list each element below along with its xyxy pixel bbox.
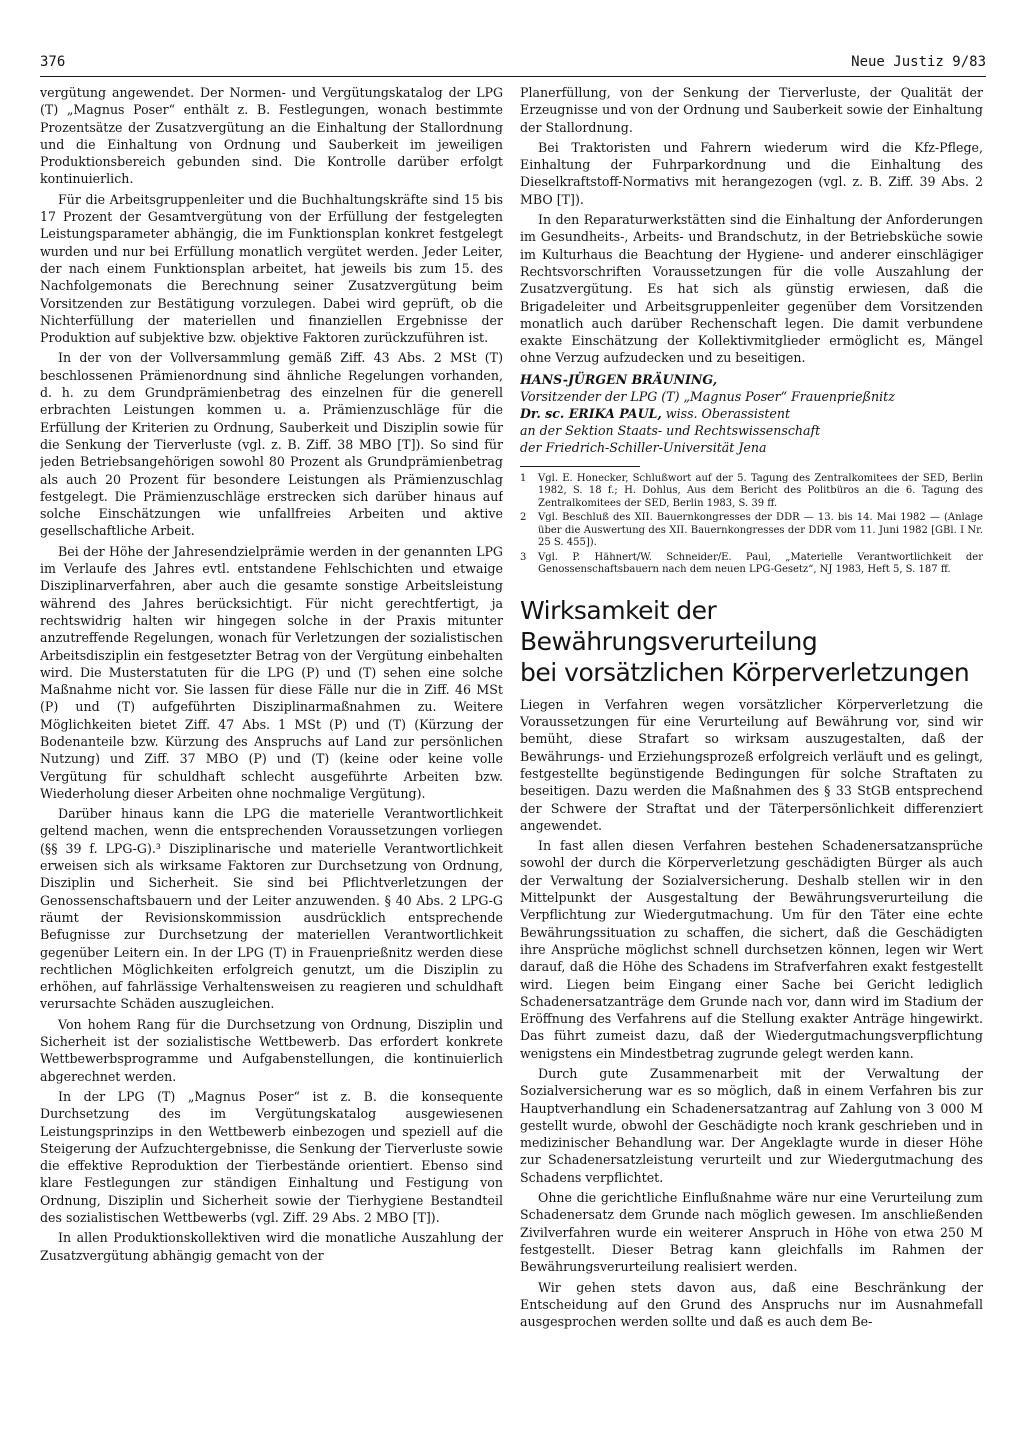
author-affiliation: der Friedrich-Schiller-Universität Jena (520, 439, 767, 455)
footnote-text: Vgl. P. Hähnert/W. Schneider/E. Paul, „Materielle Verantwortlichkeit der Genossenschaftsbauern nach dem neuen LPG-Gesetz“, NJ 1983, Heft 5, S. 187 ff. (538, 551, 983, 576)
paragraph: Liegen in Verfahren wegen vorsätzlicher Körperverletzung die Voraussetzungen für eine Verurteilung auf Bewährung vor, sind wir bemüht, diese Strafart so wirksam auszugestalten, daß der Bewährungs- und Erziehungsprozeß erfolgreich verläuft und es gelingt, festgestellte begünstigende Bedingungen für solche Straftaten zu beseitigen. Dazu werden die Maßnahmen des § 33 StGB entsprechend der Schwere der Straftat und der Täterpersönlichkeit differenziert angewendet. (520, 696, 983, 833)
journal-issue: Neue Justiz 9/83 (851, 54, 986, 70)
paragraph: Darüber hinaus kann die LPG die materielle Verantwortlichkeit geltend machen, wenn die entsprechenden Voraussetzungen vorliegen (§§ 39 f. LPG-G).³ Disziplinarische und materielle Verantwortlichkeit erweisen sich als wirksame Faktoren zur Durchsetzung von Ordnung, Disziplin und Sicherheit. Sie sind bei Pflichtverletzungen der Genossenschaftsbauern und der Leiter anzuwenden. § 40 Abs. 2 LPG-G räumt der Revisionskommission ausdrücklich entsprechende Befugnisse zur Durchsetzung der materiellen Verantwortlichkeit gegenüber Leitern ein. In der LPG (T) in Frauenprießnitz werden diese rechtlichen Möglichkeiten erfolgreich genutzt, um die Disziplin zu erhöhen, auf fahrlässige Verhaltensweisen zu reagieren und schuldhaft verursachte Schäden auszugleichen. (40, 806, 503, 1012)
paragraph: vergütung angewendet. Der Normen- und Vergütungskatalog der LPG (T) „Magnus Poser“ enthält z. B. Festlegungen, wonach bestimmte Prozentsätze der Zusatzvergütung an die Einhaltung der Stallordnung und die Einhaltung von Ordnung und Sauberkeit im jeweiligen Produktionsbereich gebunden sind. Die Kontrolle darüber erfolgt kontinuierlich. (40, 85, 503, 187)
author-name: HANS-JÜRGEN BRÄUNING, (520, 371, 718, 387)
paragraph: Von hohem Rang für die Durchsetzung von Ordnung, Disziplin und Sicherheit ist der sozialistische Wettbewerb. Das erfordert konkrete Wettbewerbsprogramme und Aufgabenstellungen, die kontinuierlich abgerechnet werden. (40, 1016, 503, 1084)
footnote-number: 1 (520, 472, 527, 484)
header-rule (40, 76, 986, 77)
article-title-line: Wirksamkeit der Bewährungsverurteilung (520, 595, 818, 656)
paragraph: Bei Traktoristen und Fahrern wiederum wird die Kfz-Pflege, Einhaltung der Fuhrparkordnung und die Einhaltung des Dieselkraftstoff-Normativs mit herangezogen (vgl. z. B. Ziff. 39 Abs. 2 MBO [T]). (520, 139, 983, 207)
article-title-line: bei vorsätzlichen Körperverletzungen (520, 657, 970, 687)
author-signature (520, 371, 983, 456)
author-role: wiss. Oberassistent (661, 405, 791, 421)
paragraph: Durch gute Zusammenarbeit mit der Verwaltung der Sozialversicherung war es so möglich, daß in einem Verfahren bis zur Hauptverhandlung ein Schadenersatzantrag auf Zahlung von 3 000 M gestellt wurde, obwohl der Geschädigte noch krank geschrieben und in medizinischer Behandlung war. Der Angeklagte wurde in dieser Höhe zur Schadenersatzleistung verurteilt und zur Wiedergutmachung des Schadens verpflichtet. (520, 1065, 983, 1185)
footnote-text: Vgl. Beschluß des XII. Bauernkongresses der DDR — 13. bis 14. Mai 1982 — (Anlage über die Auswertung des XII. Bauernkongresses der DDR vom 11. Juni 1982 [GBl. I Nr. 25 S. 455]). (538, 512, 983, 549)
author-name: Dr. sc. ERIKA PAUL, (520, 405, 662, 421)
left-column (40, 84, 503, 1434)
page-number: 376 (40, 54, 66, 70)
paragraph: In den Reparaturwerkstätten sind die Einhaltung der Anforderungen im Gesundheits-, Arbeits- und Brandschutz, in der Betriebsküche sowie im Kulturhaus die Beachtung der Hygiene- und anderer einschlägiger Rechtsvorschriften Voraussetzungen für die volle Auszahlung der Zusatzvergütung. Es hat sich als günstig erwiesen, daß die Brigadeleiter und Arbeitsgruppenleiter gegenüber dem Vorsitzenden monatlich auch darüber Rechenschaft legen. Die damit verbundene exakte Einschätzung der Kollektivmitglieder ermöglicht es, Mängel ohne Verzug aufzudecken und zu beseitigen. (520, 212, 983, 366)
footnote-number: 2 (520, 512, 527, 524)
page (40, 48, 986, 1438)
footnote-number: 3 (520, 551, 527, 563)
paragraph: Ohne die gerichtliche Einflußnahme wäre nur eine Verurteilung zum Schadenersatz dem Grunde nach möglich gewesen. Im anschließenden Zivilverfahren wurde ein weiterer Anspruch in Höhe von etwa 250 M festgestellt. Dieser Betrag kann gleichfalls im Rahmen der Bewährungsverurteilung realisiert werden. (520, 1190, 983, 1275)
article-title (520, 595, 983, 688)
author-affiliation: an der Sektion Staats- und Rechtswissenschaft (520, 422, 821, 438)
paragraph: In allen Produktionskollektiven wird die monatliche Auszahlung der Zusatzvergütung abhängig gemacht von der (40, 1230, 503, 1263)
footnote-rule (520, 466, 640, 467)
footnote-text: Vgl. E. Honecker, Schlußwort auf der 5. Tagung des Zentralkomitees der SED, Berlin 1982, S. 18 f.; H. Dohlus, Aus dem Bericht des Politbüros an die 6. Tagung des Zentralkomitees der SED, Berlin 1983, S. 39 ff. (538, 472, 983, 509)
author-role: Vorsitzender der LPG (T) „Magnus Poser“ Frauenprießnitz (520, 388, 895, 404)
footnote (520, 473, 983, 511)
paragraph: Wir gehen stets davon aus, daß eine Beschränkung der Entscheidung auf den Grund des Anspruchs nur im Ausnahmefall ausgesprochen werden sollte und daß es auch dem Be- (520, 1279, 983, 1330)
paragraph: Für die Arbeitsgruppenleiter und die Buchhaltungskräfte sind 15 bis 17 Prozent der Gesamtvergütung von der Erfüllung der festgelegten Leistungsparameter abhängig, die im Funktionsplan konkret festgelegt wurden und nur bei Erfüllung monatlich vergütet werden. Jeder Leiter, der nach einem Funktionsplan arbeitet, hat jeweils bis zum 15. des Nachfolgemonats die Berechnung seiner Zusatzvergütung beim Vorsitzenden zur Bestätigung vorzulegen. Dabei wird geprüft, ob die Nichterfüllung der materiellen und finanziellen Ergebnisse der Produktion auf subjektive bzw. objektive Faktoren zurückzuführen ist. (40, 191, 503, 346)
page-header (40, 48, 986, 78)
paragraph: In der von der Vollversammlung gemäß Ziff. 43 Abs. 2 MSt (T) beschlossenen Prämienordnung sind ähnliche Regelungen vorhanden, d. h. zu dem Grundprämienbetrag des einzelnen für die generell erbrachten Leistungen kommen u. a. Prämienzuschläge für die Erfüllung der Kriterien zu Ordnung, Sauberkeit und Disziplin sowie für die Senkung der Tierverluste (vgl. z. B. Ziff. 38 MBO [T]). So sind für jeden Betriebsangehörigen sowohl 80 Prozent als Grundprämienbetrag als auch 20 Prozent für besondere Leistungen als Prämienzuschlag festgelegt. Die Prämienzuschläge erstrecken sich darüber hinaus auf solche Einschätzungen wie unfallfreies Arbeiten und aktive gesellschaftliche Arbeit. (40, 350, 503, 539)
paragraph: In der LPG (T) „Magnus Poser“ ist z. B. die konsequente Durchsetzung des im Vergütungskatalog ausgewiesenen Leistungsprinzips in den Wettbewerb einbezogen und speziell auf die Steigerung der Aufzuchtergebnisse, die Senkung der Tierverluste sowie die effektive Reproduktion der Tierbestände orientiert. Ebenso sind klare Festlegungen zur ständigen Einhaltung und Festigung von Ordnung, Disziplin und Sicherheit sowie der Tierhygiene Bestandteil des sozialistischen Wettbewerbs (vgl. Ziff. 29 Abs. 2 MBO [T]). (40, 1088, 503, 1225)
footnote (520, 552, 983, 577)
paragraph: Bei der Höhe der Jahresendzielprämie werden in der genannten LPG im Verlaufe des Jahres evtl. entstandene Fehlschichten und etwaige Disziplinarverfahren, aber auch die gesamte sonstige Arbeitsleistung während des Jahres berücksichtigt. Für nicht gerechtfertigt, ja rechtswidrig halten wir hingegen solche in der Praxis mitunter anzutreffende Regelungen, wonach für Verletzungen der sozialistischen Arbeitsdisziplin ein festgesetzter Betrag von der Vergütung einbehalten wird. Die Musterstatuten für die LPG (P) und (T) sehen eine solche Maßnahme nicht vor. Sie lassen für diese Fälle nur die in Ziff. 46 MSt (P) und (T) aufgeführten Disziplinarmaßnahmen zu. Weitere Möglichkeiten bietet Ziff. 47 Abs. 1 MSt (P) und (T) (Kürzung der Bodenanteile bzw. Kürzung des Anspruchs auf Land zur persönlichen Nutzung) und Ziff. 37 MBO (P) und (T) (keine oder keine volle Vergütung für schuldhaft schlecht ausgeführte Arbeiten bzw. Wiederholung dieser Arbeiten ohne nochmalige Vergütung). (40, 543, 503, 801)
paragraph: Planerfüllung, von der Senkung der Tierverluste, der Qualität der Erzeugnisse und von der Ordnung und Sauberkeit sowie der Einhaltung der Stallordnung. (520, 85, 983, 135)
paragraph: In fast allen diesen Verfahren bestehen Schadenersatzansprüche sowohl der durch die Körperverletzung geschädigten Bürger als auch der Verwaltung der Sozialversicherung. Deshalb stellen wir in den Mittelpunkt der Ausgestaltung der Bewährungsverurteilung die Verpflichtung zur Wiedergutmachung. Um für den Täter eine echte Bewährungssituation zu schaffen, die sichert, daß die Geschädigten ihre Ansprüche möglichst schnell durchsetzen können, legen wir Wert darauf, daß die Höhe des Schadens im Strafverfahren exakt festgestellt wird. Liegen beim Eingang einer Sache bei Gericht lediglich Schadenersatzanträge dem Grunde nach vor, dann wird im Stadium der Eröffnung des Verfahrens auf die Stellung exakter Anträge hingewirkt. Das führt zumeist dazu, daß der Wiedergutmachungsverpflichtung wenigstens ein Mindestbetrag zugrunde gelegt werden kann. (520, 838, 983, 1061)
right-column (520, 84, 983, 1434)
footnote (520, 512, 983, 550)
